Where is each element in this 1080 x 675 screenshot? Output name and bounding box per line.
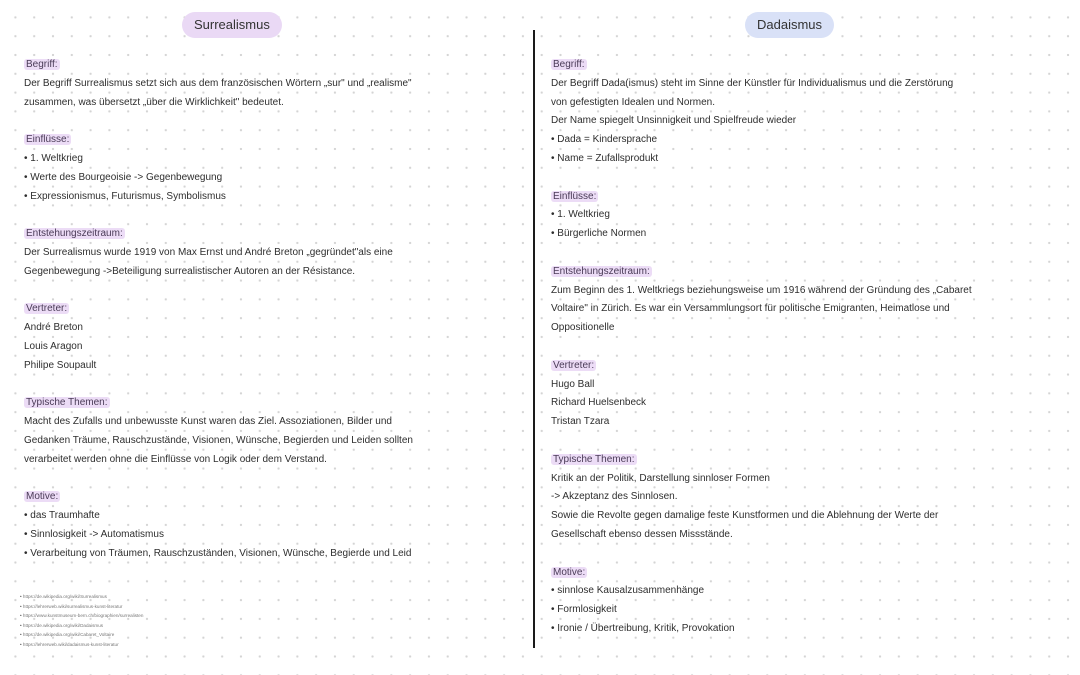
section-heading-label: Einflüsse:	[553, 190, 597, 202]
text-line: • Bürgerliche Normen	[551, 228, 647, 240]
text-line: Richard Huelsenbeck	[551, 397, 647, 409]
spacer	[24, 376, 514, 395]
section-heading	[24, 300, 514, 319]
text-line: Gedanken Träume, Rauschzustände, Visionen, Wünsche, Begierden und Leiden sollten	[24, 434, 413, 446]
text-line: Sowie die Revolte gegen damalige feste Kunstformen und die Ablehnung der Werte der	[551, 510, 939, 522]
section-heading-label: Entstehungszeitraum:	[26, 228, 123, 240]
text-line: • sinnlose Kausalzusammenhänge	[551, 585, 705, 597]
text-line: Philipe Soupault	[24, 359, 97, 371]
text-line: • Expressionismus, Futurismus, Symbolismus	[24, 190, 226, 202]
text-line: von gefestigten Idealen und Normen.	[551, 96, 715, 108]
text-line: Der Begriff Surrealismus setzt sich aus dem französischen Wörtern „sur" und „realisme"	[24, 77, 412, 89]
section-heading-label: Vertreter:	[553, 359, 595, 371]
text-line: • Dada = Kindersprache	[551, 134, 658, 146]
section-heading	[551, 188, 1056, 207]
surrealismus-title: Surrealismus	[182, 12, 282, 38]
section-heading	[551, 564, 1056, 583]
reference-link[interactable]: • https://lehrerweb.wiki/dadaismus-kunst-literatur	[20, 640, 280, 650]
text-line: Hugo Ball	[551, 378, 595, 390]
spacer	[551, 338, 1056, 357]
reference-link[interactable]: • https://lehrerweb.wiki/surrealismus-kunst-literatur	[20, 602, 280, 612]
reference-link[interactable]: • https://de.wikipedia.org/wiki/Surrealismus	[20, 592, 280, 602]
section-heading-label: Begriff:	[553, 59, 585, 70]
section-heading	[551, 357, 1056, 376]
section-heading	[551, 451, 1056, 470]
spacer	[24, 470, 514, 489]
section-heading-label: Einflüsse:	[26, 134, 70, 146]
section-heading	[24, 225, 514, 244]
section-heading-label: Typische Themen:	[553, 453, 635, 465]
text-line: Der Begriff Dada(ismus) steht im Sinne der Künstler für Individualismus und die Zerstörung	[551, 77, 954, 89]
text-line: • Ironie / Übertreibung, Kritik, Provokation	[551, 622, 735, 634]
section-heading-label: Begriff:	[26, 59, 58, 70]
text-line: -> Akzeptanz des Sinnlosen.	[551, 491, 678, 503]
section-heading	[24, 394, 514, 413]
text-line: zusammen, was übersetzt „über die Wirklichkeit" bedeutet.	[24, 96, 284, 108]
spacer	[24, 282, 514, 301]
text-line: • Formlosigkeit	[551, 604, 617, 616]
text-line: • Werte des Bourgeoisie -> Gegenbewegung	[24, 171, 223, 183]
section-heading	[24, 131, 514, 150]
text-line: verarbeitet werden ohne die Einflüsse von Logik oder dem Verstand.	[24, 453, 327, 465]
section-heading-label: Entstehungszeitraum:	[553, 265, 650, 277]
text-line: • Sinnlosigkeit -> Automatismus	[24, 528, 164, 540]
text-line: Gesellschaft ebenso dessen Missstände.	[551, 528, 733, 540]
column-divider	[533, 30, 535, 648]
text-line: • 1. Weltkrieg	[24, 152, 83, 164]
reference-link[interactable]: • https://de.wikipedia.org/wiki/Dadaismus	[20, 621, 280, 631]
spacer	[551, 545, 1056, 564]
reference-link[interactable]: • https://de.wikipedia.org/wiki/Cabaret_Voltaire	[20, 630, 280, 640]
surrealismus-content	[24, 56, 514, 564]
section-heading-label: Typische Themen:	[26, 397, 108, 409]
text-line: Gegenbewegung ->Beteiligung surrealistischer Autoren an der Résistance.	[24, 265, 356, 277]
text-line: • Verarbeitung von Träumen, Rauschzuständen, Visionen, Wünsche, Begierde und Leid	[24, 547, 412, 559]
text-line: Macht des Zufalls und unbewusste Kunst waren das Ziel. Assoziationen, Bilder und	[24, 416, 392, 428]
text-line: • 1. Weltkrieg	[551, 209, 610, 221]
spacer	[551, 244, 1056, 263]
reference-list	[20, 592, 280, 650]
text-line: • Name = Zufallsprodukt	[551, 152, 659, 164]
spacer	[551, 169, 1056, 188]
section-heading-label: Motive:	[26, 491, 59, 503]
section-heading-label: Motive:	[553, 566, 586, 578]
spacer	[551, 432, 1056, 451]
reference-link[interactable]: • https://www.kunstmuseum-bern.ch/biographien/surrealisten	[20, 611, 280, 621]
spacer	[24, 206, 514, 225]
section-heading	[24, 56, 514, 75]
text-line: Der Name spiegelt Unsinnigkeit und Spielfreude wieder	[551, 115, 797, 127]
text-line: Oppositionelle	[551, 322, 615, 334]
text-line: Der Surrealismus wurde 1919 von Max Ernst und André Breton „gegründet"als eine	[24, 246, 393, 258]
spacer	[24, 112, 514, 131]
dadaismus-title: Dadaismus	[745, 12, 834, 38]
dadaismus-content	[551, 56, 1056, 639]
text-line: Louis Aragon	[24, 340, 83, 352]
text-line: Tristan Tzara	[551, 416, 610, 428]
section-heading	[24, 488, 514, 507]
section-heading	[551, 263, 1056, 282]
text-line: André Breton	[24, 322, 83, 334]
text-line: Zum Beginn des 1. Weltkriegs beziehungsweise um 1916 während der Gründung des „Cabaret	[551, 284, 972, 296]
text-line: Voltaire" in Zürich. Es war ein Versammlungsort für politische Emigranten, Heimatlose und	[551, 303, 950, 315]
text-line: Kritik an der Politik, Darstellung sinnloser Formen	[551, 472, 770, 484]
text-line: • das Traumhafte	[24, 510, 100, 522]
section-heading-label: Vertreter:	[26, 303, 68, 315]
section-heading	[551, 56, 1056, 75]
